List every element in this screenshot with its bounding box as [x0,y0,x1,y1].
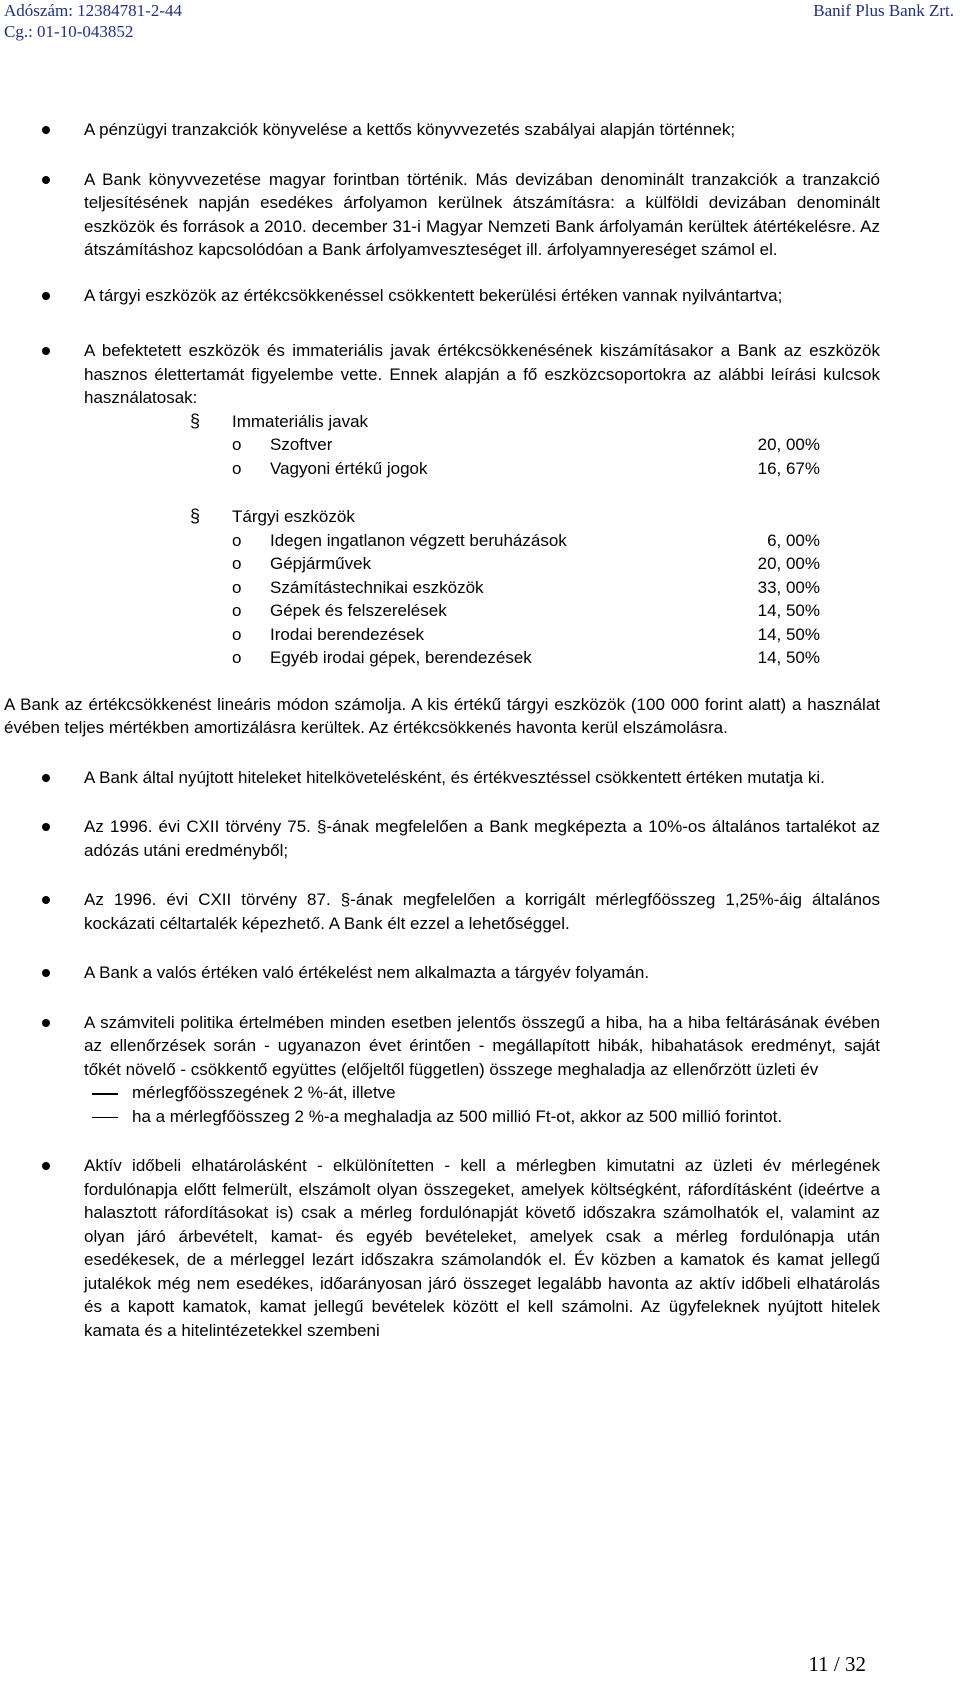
bullet-item: Az 1996. évi CXII törvény 87. §-ának megfelelően a korrigált mérlegfőösszeg 1,25%-áig általános kockázati céltartalék képezhető. A Bank élt ezzel a lehetőséggel. [0,888,960,935]
bullet-item: Aktív időbeli elhatárolásként - elkülönítetten - kell a mérlegben kimutatni az üzleti év mérlegének fordulónapja előtt felmerült, elszámolt olyan összegeket, amelyek költségként, ráfordításként (ideértve a halasztott ráfordításokat is) csak a mérleg fordulónapját követő időszakra számolhatók el, valamint az olyan járó árbevételt, kamat- és egyéb bevételeket, amelyek csak a mérleg fordulónapja után esedékesek, de a mérleggel lezárt időszakra számolandók el. Év közben a kamatok és kamat jellegű jutalékok még nem esedékes, időarányosan járó összeget legalább havonta az aktív időbeli elhatárolás és a kapott kamatok, kamat jellegű bevételek között el kell számolni. Az ügyfeleknek nyújtott hitelek kamata és a hitelintézetekkel szembeni [0,1154,960,1342]
group-title: Tárgyi eszközök [232,507,355,526]
bullet-item: A befektetett eszközök és immateriális javak értékcsökkenésének kiszámításakor a Bank az eszközök hasznos élettertamát figyelembe vette. Ennek alapján a fő eszközcsoportokra az alábbi leírási kulcsok használatosak: [0,339,960,410]
page-number: 11 / 32 [808,1652,866,1676]
circle-bullet-icon: o [232,458,242,478]
rate-value: 14, 50% [757,648,820,667]
rate-label: Gépek és felszerelések [270,601,447,620]
rate-label: Számítástechnikai eszközök [270,577,484,597]
dash-item: mérlegfőösszegének 2 %-át, illetve [0,1081,960,1105]
tax-number: Adószám: 12384781-2-44 [4,1,183,20]
bullet-item: A Bank a valós értéken való értékelést nem alkalmazta a tárgyév folyamán. [0,961,960,985]
rate-value: 14, 50% [757,624,820,644]
rate-label: Egyéb irodai gépek, berendezések [270,648,532,667]
circle-bullet-icon: o [232,554,242,573]
rate-row [0,457,960,481]
circle-bullet-icon: o [232,435,242,454]
rate-row [0,646,960,670]
rate-row [0,529,960,553]
rate-label: Szoftver [270,435,333,454]
bullet-item: A Bank által nyújtott hiteleket hitelkövetelésként, és értékvesztéssel csökkentett értéken mutatja ki. [0,766,960,790]
company-registration: Cg.: 01-10-043852 [4,22,134,41]
paragraph: A Bank az értékcsökkenést lineáris módon számolja. A kis értékű tárgyi eszközök (100 000 forint alatt) a használat évében teljes mértékben amortizálásra kerültek. Az értékcsökkenés havonta kerül elszámolásra. [4,694,880,737]
rate-row [0,552,960,576]
rate-label: Vagyoni értékű jogok [270,458,428,478]
circle-bullet-icon: o [232,624,242,644]
group-title: Immateriális javak [232,411,369,431]
asset-group-tangible [0,505,960,529]
bullet-item: A pénzügyi tranzakciók könyvelése a kettős könyvvezetés szabályai alapján történnek; [0,118,960,142]
rate-row [0,623,960,647]
bullet-item: Az 1996. évi CXII törvény 75. §-ának megfelelően a Bank megképezta a 10%-os általános tartalékot az adózás utáni eredményből; [0,815,960,862]
circle-bullet-icon: o [232,530,242,550]
circle-bullet-icon: o [232,601,242,620]
rate-row [0,433,960,457]
circle-bullet-icon: o [232,648,242,667]
rate-value: 20, 00% [757,554,820,573]
header-bank-name: Banif Plus Bank Zrt. [813,1,954,20]
section-mark-icon: § [190,506,201,526]
rate-value: 6, 00% [767,530,820,550]
rate-row [0,599,960,623]
rate-value: 16, 67% [757,458,820,478]
rate-label: Idegen ingatlanon végzett beruházások [270,530,567,550]
asset-group-intangible [0,410,960,434]
bullet-item: A tárgyi eszközök az értékcsökkenéssel csökkentett bekerülési értéken vannak nyilvántartva; [0,284,960,308]
section-mark-icon: § [190,410,201,431]
bullet-item: A számviteli politika értelmében minden esetben jelentős összegű a hiba, ha a hiba feltárásának évében az ellenőrzések során - ugyanazon évet érintően - megállapított hibák, hibahatások eredményt, saját tőkét növelő - csökkentő együttes (előjeltől független) összege meghaladja az ellenőrzött üzleti év [0,1011,960,1082]
rate-label: Irodai berendezések [270,624,425,644]
rate-label: Gépjárművek [270,554,372,573]
document-body [0,118,960,1342]
header-left [4,0,182,42]
rate-value: 20, 00% [757,435,820,454]
rate-value: 33, 00% [757,577,820,597]
circle-bullet-icon: o [232,577,242,597]
rate-value: 14, 50% [757,601,820,620]
dash-item: ha a mérlegfőösszeg 2 %-a meghaladja az 500 millió Ft-ot, akkor az 500 millió forintot. [0,1105,960,1129]
rate-row [0,576,960,600]
bullet-item: A Bank könyvvezetése magyar forintban történik. Más devizában denominált tranzakciók a tranzakció teljesítésének napján esedékes árfolyamon kerülnek átszámításra: a külföldi devizában denominált eszközök és források a 2010. december 31-i Magyar Nemzeti Bank árfolyamán kerültek átértékelésre. Az átszámításhoz kapcsolódóan a Bank árfolyamveszteséget ill. árfolyamnyereséget számol el. [0,168,960,262]
